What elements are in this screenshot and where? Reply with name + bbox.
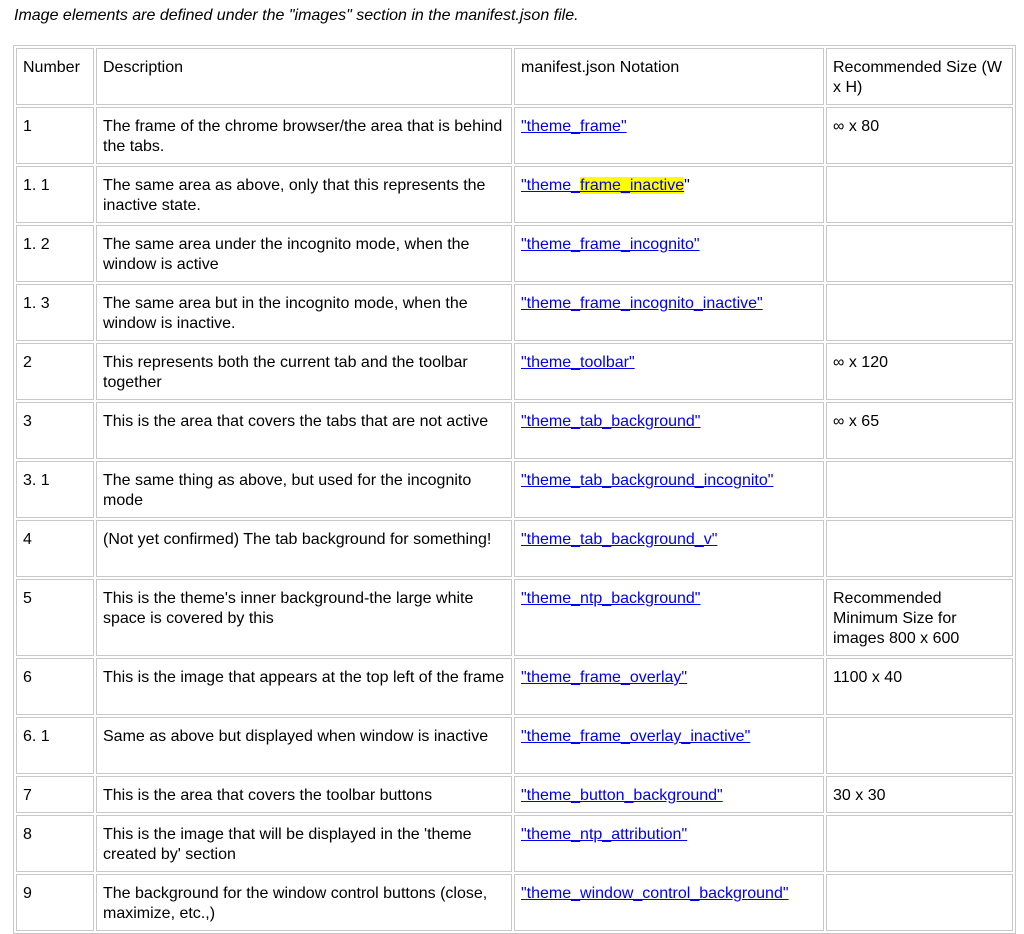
cell-number: 4 — [16, 520, 94, 577]
table-header-row — [16, 48, 1013, 105]
cell-number: 2 — [16, 343, 94, 400]
notation-highlight: frame_inactive — [580, 177, 685, 194]
table-row — [16, 520, 1013, 577]
cell-number: 5 — [16, 579, 94, 656]
cell-size: 30 x 30 — [826, 776, 1013, 813]
cell-number: 1. 2 — [16, 225, 94, 282]
cell-description: This is the theme's inner background-the large white space is covered by this — [96, 579, 512, 656]
table-row — [16, 874, 1013, 931]
cell-notation — [514, 402, 824, 459]
table-row — [16, 107, 1013, 164]
header-notation: manifest.json Notation — [514, 48, 824, 105]
notation-suffix: " — [684, 177, 690, 194]
cell-notation — [514, 520, 824, 577]
cell-description: The same area but in the incognito mode, when the window is inactive. — [96, 284, 512, 341]
cell-size — [826, 166, 1013, 223]
notation-link[interactable]: "theme_toolbar" — [521, 354, 635, 371]
notation-link[interactable]: "theme_tab_background_v" — [521, 531, 718, 548]
cell-size — [826, 815, 1013, 872]
cell-description: This is the area that covers the tabs that are not active — [96, 402, 512, 459]
cell-description: The same area under the incognito mode, when the window is active — [96, 225, 512, 282]
cell-number: 8 — [16, 815, 94, 872]
header-size: Recommended Size (W x H) — [826, 48, 1013, 105]
notation-link[interactable] — [521, 177, 684, 194]
cell-number: 1. 3 — [16, 284, 94, 341]
cell-notation — [514, 658, 824, 715]
table-row — [16, 225, 1013, 282]
intro-text: Image elements are defined under the "images" section in the manifest.json file. — [14, 7, 579, 24]
cell-number: 3. 1 — [16, 461, 94, 518]
cell-description: Same as above but displayed when window is inactive — [96, 717, 512, 774]
cell-notation — [514, 776, 824, 813]
notation-link[interactable]: "theme_frame_incognito" — [521, 236, 700, 253]
cell-size — [826, 461, 1013, 518]
table-row — [16, 461, 1013, 518]
cell-size — [826, 520, 1013, 577]
cell-notation — [514, 874, 824, 931]
cell-notation — [514, 579, 824, 656]
cell-size: ∞ x 80 — [826, 107, 1013, 164]
cell-description: (Not yet confirmed) The tab background for something! — [96, 520, 512, 577]
cell-number: 1. 1 — [16, 166, 94, 223]
cell-size: ∞ x 65 — [826, 402, 1013, 459]
table-row — [16, 579, 1013, 656]
cell-number: 6. 1 — [16, 717, 94, 774]
cell-description: This is the image that appears at the top left of the frame — [96, 658, 512, 715]
cell-size — [826, 717, 1013, 774]
cell-number: 9 — [16, 874, 94, 931]
table-row — [16, 402, 1013, 459]
table-row — [16, 815, 1013, 872]
header-description: Description — [96, 48, 512, 105]
notation-link[interactable]: "theme_frame_incognito_inactive" — [521, 295, 763, 312]
cell-notation — [514, 815, 824, 872]
cell-notation — [514, 461, 824, 518]
cell-notation — [514, 717, 824, 774]
table-row — [16, 343, 1013, 400]
table-row — [16, 658, 1013, 715]
notation-link[interactable]: "theme_frame_overlay" — [521, 669, 688, 686]
cell-number: 6 — [16, 658, 94, 715]
cell-size: 1100 x 40 — [826, 658, 1013, 715]
cell-description: The frame of the chrome browser/the area that is behind the tabs. — [96, 107, 512, 164]
cell-description: The background for the window control buttons (close, maximize, etc.,) — [96, 874, 512, 931]
cell-notation — [514, 166, 824, 223]
table-row — [16, 284, 1013, 341]
cell-notation — [514, 107, 824, 164]
table-row — [16, 776, 1013, 813]
notation-link[interactable]: "theme_tab_background" — [521, 413, 701, 430]
notation-link[interactable]: "theme_button_background" — [521, 787, 723, 804]
cell-notation — [514, 284, 824, 341]
notation-link[interactable]: "theme_frame_overlay_inactive" — [521, 728, 751, 745]
cell-size — [826, 284, 1013, 341]
cell-notation — [514, 343, 824, 400]
cell-size — [826, 225, 1013, 282]
header-number: Number — [16, 48, 94, 105]
manifest-images-table — [13, 45, 1016, 934]
table-row — [16, 717, 1013, 774]
cell-size: ∞ x 120 — [826, 343, 1013, 400]
cell-notation — [514, 225, 824, 282]
cell-size: Recommended Minimum Size for images 800 x 600 — [826, 579, 1013, 656]
notation-link[interactable]: "theme_frame" — [521, 118, 627, 135]
notation-prefix: "theme_ — [521, 177, 581, 194]
cell-description: This is the area that covers the toolbar buttons — [96, 776, 512, 813]
cell-description: This is the image that will be displayed in the 'theme created by' section — [96, 815, 512, 872]
cell-number: 3 — [16, 402, 94, 459]
cell-description: This represents both the current tab and the toolbar together — [96, 343, 512, 400]
cell-number: 1 — [16, 107, 94, 164]
table-row — [16, 166, 1013, 223]
notation-link[interactable]: "theme_ntp_attribution" — [521, 826, 688, 843]
cell-size — [826, 874, 1013, 931]
cell-number: 7 — [16, 776, 94, 813]
notation-link[interactable]: "theme_tab_background_incognito" — [521, 472, 774, 489]
notation-link[interactable]: "theme_ntp_background" — [521, 590, 701, 607]
cell-description: The same thing as above, but used for the incognito mode — [96, 461, 512, 518]
notation-link[interactable]: "theme_window_control_background" — [521, 885, 789, 902]
cell-description: The same area as above, only that this represents the inactive state. — [96, 166, 512, 223]
